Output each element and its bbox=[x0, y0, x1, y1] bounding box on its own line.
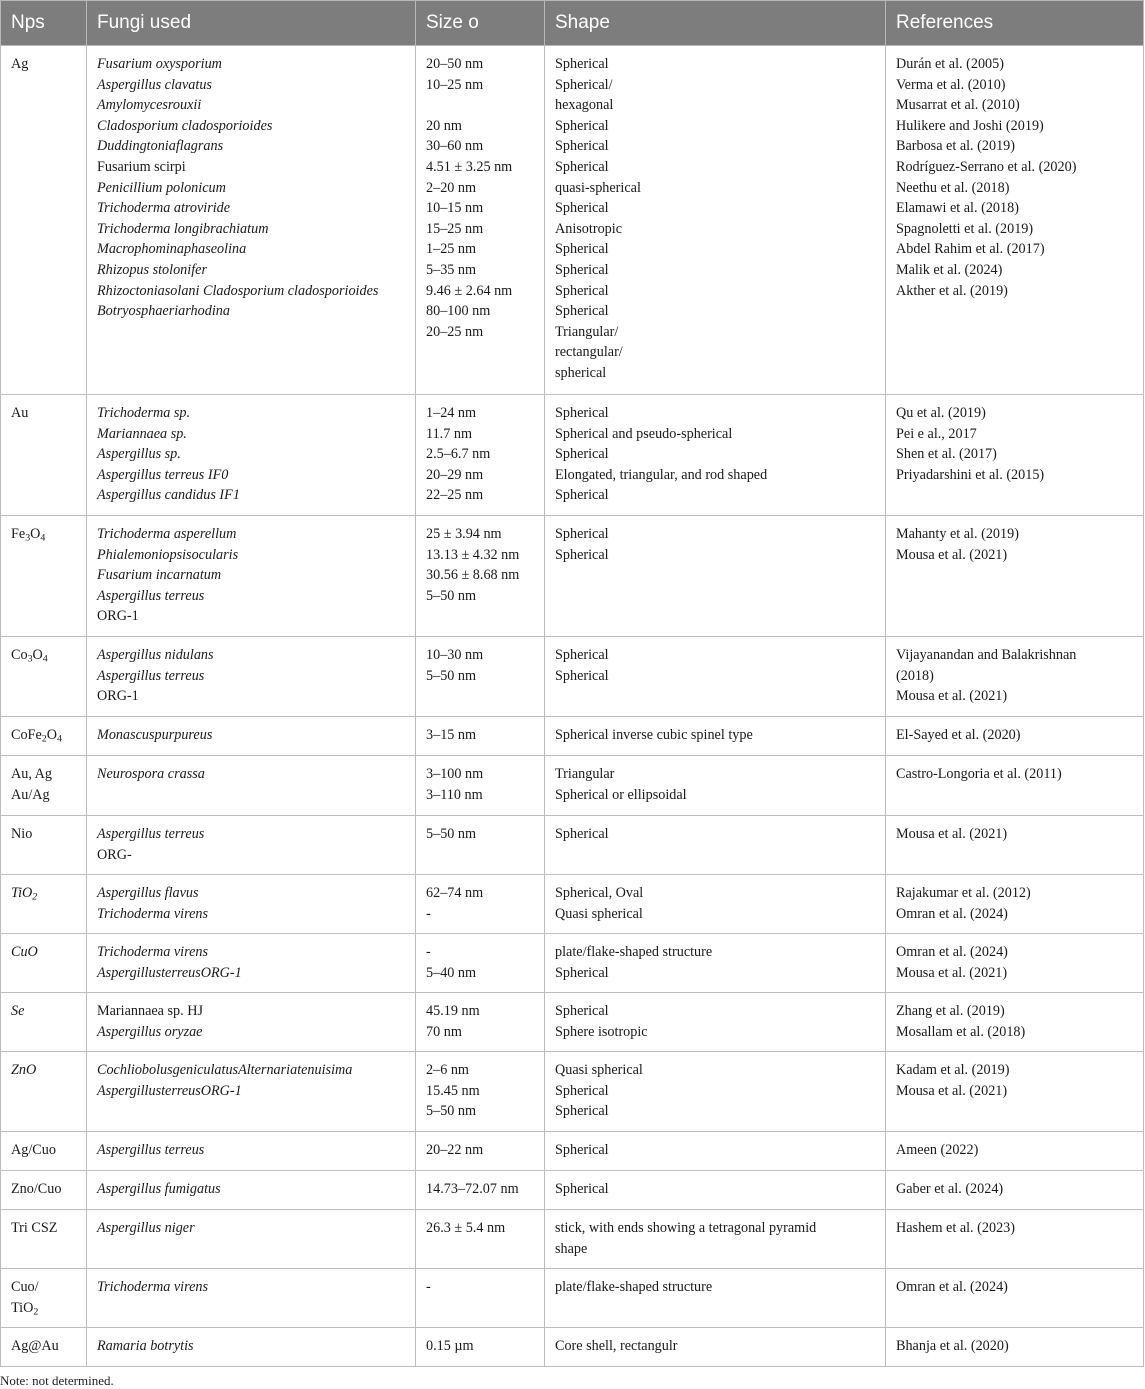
cell-references bbox=[886, 756, 1144, 816]
cell-references bbox=[886, 46, 1144, 395]
cell-references bbox=[886, 516, 1144, 637]
shape-line: Spherical bbox=[555, 117, 609, 134]
size-line: 15.45 nm bbox=[426, 1082, 480, 1099]
fungus-line: Ramaria botrytis bbox=[97, 1338, 194, 1354]
fungus-line: Aspergillus candidus IF1 bbox=[97, 487, 240, 504]
nps-line: Au/Ag bbox=[11, 786, 50, 803]
reference-line: Omran et al. (2024) bbox=[896, 905, 1008, 922]
cell-shape bbox=[545, 395, 886, 516]
nps-line: $Fe_3O_4$ bbox=[11, 526, 46, 544]
cell-size bbox=[416, 46, 545, 395]
reference-line: (2018) bbox=[896, 667, 934, 684]
fungus-line: Aspergillus terreus IF0 bbox=[97, 466, 229, 483]
cell-nps bbox=[1, 516, 87, 637]
table-row bbox=[1, 756, 1144, 816]
cell-size bbox=[416, 637, 545, 717]
reference-line: Hashem et al. (2023) bbox=[896, 1220, 1015, 1236]
size-line: 10–15 nm bbox=[426, 200, 484, 217]
cell-nps bbox=[1, 717, 87, 756]
reference-line: Mousa et al. (2021) bbox=[896, 826, 1008, 842]
fungus-line: CochliobolusgeniculatusAlternariatenuisima bbox=[97, 1062, 353, 1078]
fungus-line: Phialemoniopsisocularis bbox=[97, 546, 239, 563]
cell-shape bbox=[545, 1132, 886, 1171]
shape-line: Spherical bbox=[555, 303, 609, 320]
cell-size bbox=[416, 395, 545, 516]
shape-line: hexagonal bbox=[555, 97, 614, 114]
size-line: 5–50 nm bbox=[426, 667, 477, 684]
shape-line: Spherical bbox=[555, 964, 609, 981]
size-line: 5–50 nm bbox=[426, 587, 477, 604]
cell-fungi bbox=[87, 637, 416, 717]
cell-nps bbox=[1, 816, 87, 875]
fungus-line: Penicillium polonicum bbox=[97, 179, 226, 196]
fungus-line: AspergillusterreusORG-1 bbox=[97, 1082, 242, 1099]
shape-line: Spherical bbox=[555, 200, 609, 217]
cell-fungi bbox=[87, 934, 416, 993]
size-line: 11.7 nm bbox=[426, 425, 472, 442]
reference-line: Mousa et al. (2021) bbox=[896, 688, 1008, 705]
size-line: 2–6 nm bbox=[426, 1062, 469, 1078]
fungus-line: Fusarium incarnatum bbox=[97, 567, 222, 584]
fungus-line: Mariannaea sp. bbox=[97, 425, 187, 442]
col-header-shape: Shape bbox=[545, 1, 886, 46]
shape-line: Triangular bbox=[555, 766, 615, 782]
table-row bbox=[1, 717, 1144, 756]
table-row bbox=[1, 934, 1144, 993]
shape-line: Spherical bbox=[555, 56, 609, 72]
cell-shape bbox=[545, 1052, 886, 1132]
cell-size bbox=[416, 875, 545, 934]
nps-line: Ag bbox=[11, 56, 29, 72]
size-line: - bbox=[426, 944, 431, 960]
reference-line: Kadam et al. (2019) bbox=[896, 1062, 1010, 1078]
nps-line: Ag/Cuo bbox=[11, 1142, 56, 1158]
nps-line: Cuo/ bbox=[11, 1279, 39, 1295]
shape-line: Anisotropic bbox=[555, 220, 622, 237]
cell-fungi bbox=[87, 1328, 416, 1367]
size-line: - bbox=[426, 905, 431, 922]
table-row bbox=[1, 516, 1144, 637]
fungus-line: Fusarium oxysporium bbox=[97, 56, 222, 72]
cell-references bbox=[886, 993, 1144, 1052]
reference-line: Bhanja et al. (2020) bbox=[896, 1338, 1009, 1354]
table-row bbox=[1, 816, 1144, 875]
cell-references bbox=[886, 816, 1144, 875]
size-line: 70 nm bbox=[426, 1023, 462, 1040]
cell-nps bbox=[1, 1269, 87, 1328]
reference-line: Mousa et al. (2021) bbox=[896, 546, 1008, 563]
cell-size bbox=[416, 516, 545, 637]
cell-shape bbox=[545, 46, 886, 395]
col-header-references: References bbox=[886, 1, 1144, 46]
size-line: 30–60 nm bbox=[426, 138, 484, 155]
size-line: 22–25 nm bbox=[426, 487, 484, 504]
fungus-line: Trichoderma longibrachiatum bbox=[97, 220, 269, 237]
table-row bbox=[1, 395, 1144, 516]
fungus-line: Monascuspurpureus bbox=[97, 727, 213, 743]
size-line: 20–22 nm bbox=[426, 1142, 484, 1158]
fungus-line: ORG- bbox=[97, 846, 132, 863]
size-line: 20–29 nm bbox=[426, 466, 484, 483]
reference-line: Abdel Rahim et al. (2017) bbox=[896, 241, 1045, 258]
reference-line: Mousa et al. (2021) bbox=[896, 964, 1008, 981]
cell-shape bbox=[545, 993, 886, 1052]
fungus-line: Aspergillus sp. bbox=[97, 446, 181, 463]
nps-line: Se bbox=[11, 1003, 25, 1019]
fungus-line: Mariannaea sp. HJ bbox=[97, 1003, 203, 1019]
shape-line: Spherical bbox=[555, 826, 609, 842]
reference-line: Shen et al. (2017) bbox=[896, 446, 997, 463]
cell-size bbox=[416, 717, 545, 756]
cell-fungi bbox=[87, 1171, 416, 1210]
shape-line: spherical bbox=[555, 364, 607, 381]
nps-line: Nio bbox=[11, 826, 33, 842]
size-line: 62–74 nm bbox=[426, 885, 484, 901]
reference-line: Mosallam et al. (2018) bbox=[896, 1023, 1026, 1040]
col-header-fungi: Fungi used bbox=[87, 1, 416, 46]
fungus-line: Aspergillus terreus bbox=[97, 667, 205, 684]
fungus-line: Trichoderma virens bbox=[97, 944, 208, 960]
size-line: 2.5–6.7 nm bbox=[426, 446, 491, 463]
fungus-line: Aspergillus terreus bbox=[97, 826, 205, 842]
shape-line: Spherical bbox=[555, 487, 609, 504]
cell-shape bbox=[545, 516, 886, 637]
size-line: 10–30 nm bbox=[426, 647, 484, 663]
cell-fungi bbox=[87, 1269, 416, 1328]
size-line: 4.51 ± 3.25 nm bbox=[426, 158, 513, 175]
size-line: 9.46 ± 2.64 nm bbox=[426, 282, 513, 299]
table-row bbox=[1, 993, 1144, 1052]
cell-shape bbox=[545, 637, 886, 717]
cell-nps bbox=[1, 1171, 87, 1210]
shape-line: Spherical/ bbox=[555, 76, 613, 93]
cell-size bbox=[416, 816, 545, 875]
shape-line: Spherical, Oval bbox=[555, 885, 644, 901]
shape-line: Spherical bbox=[555, 261, 609, 278]
cell-nps bbox=[1, 875, 87, 934]
cell-size bbox=[416, 756, 545, 816]
cell-nps bbox=[1, 46, 87, 395]
size-line: 1–25 nm bbox=[426, 241, 477, 258]
cell-shape bbox=[545, 934, 886, 993]
cell-shape bbox=[545, 1328, 886, 1367]
shape-line: Elongated, triangular, and rod shaped bbox=[555, 466, 768, 483]
cell-size bbox=[416, 934, 545, 993]
cell-size bbox=[416, 993, 545, 1052]
shape-line: Spherical bbox=[555, 647, 609, 663]
nps-line: TiO$_2$ bbox=[11, 1299, 39, 1318]
reference-line: Omran et al. (2024) bbox=[896, 944, 1008, 960]
nps-line: Au, Ag bbox=[11, 766, 52, 782]
reference-line: Vijayanandan and Balakrishnan bbox=[896, 647, 1077, 663]
shape-line: Spherical bbox=[555, 1003, 609, 1019]
cell-references bbox=[886, 1132, 1144, 1171]
table-row bbox=[1, 1269, 1144, 1328]
shape-line: Spherical or ellipsoidal bbox=[555, 786, 687, 803]
size-line: 3–100 nm bbox=[426, 766, 484, 782]
reference-line: Elamawi et al. (2018) bbox=[896, 200, 1019, 217]
cell-size bbox=[416, 1210, 545, 1269]
fungus-line: Aspergillus oryzae bbox=[97, 1023, 203, 1040]
reference-line: Pei e al., 2017 bbox=[896, 425, 977, 442]
col-header-size: Size o bbox=[416, 1, 545, 46]
cell-references bbox=[886, 717, 1144, 756]
size-line: 30.56 ± 8.68 nm bbox=[426, 567, 520, 584]
reference-line: Musarrat et al. (2010) bbox=[896, 97, 1020, 114]
size-line: 5–35 nm bbox=[426, 261, 477, 278]
fungus-line: Aspergillus flavus bbox=[97, 885, 199, 901]
cell-references bbox=[886, 1269, 1144, 1328]
nps-line: TiO$_2$ bbox=[11, 885, 38, 903]
reference-line: Verma et al. (2010) bbox=[896, 76, 1006, 93]
table-footnote: Note: not determined. bbox=[0, 1373, 114, 1388]
cell-nps bbox=[1, 1328, 87, 1367]
size-line: 3–110 nm bbox=[426, 786, 483, 803]
shape-line: Spherical bbox=[555, 1181, 609, 1197]
cell-nps bbox=[1, 1210, 87, 1269]
reference-line: Rajakumar et al. (2012) bbox=[896, 885, 1031, 901]
size-line: 10–25 nm bbox=[426, 76, 484, 93]
nps-line: Tri CSZ bbox=[11, 1220, 58, 1236]
fungus-line: ORG-1 bbox=[97, 688, 139, 705]
table-row bbox=[1, 1171, 1144, 1210]
size-line: 80–100 nm bbox=[426, 303, 491, 320]
fungus-line: Trichoderma sp. bbox=[97, 405, 191, 421]
cell-fungi bbox=[87, 993, 416, 1052]
cell-fungi bbox=[87, 1052, 416, 1132]
shape-line: Spherical and pseudo-spherical bbox=[555, 425, 733, 442]
size-line: 3–15 nm bbox=[426, 727, 477, 743]
cell-fungi bbox=[87, 516, 416, 637]
shape-line: Spherical bbox=[555, 1103, 609, 1120]
shape-line: Spherical bbox=[555, 526, 609, 542]
table-body bbox=[1, 46, 1144, 1367]
fungus-line: Cladosporium cladosporioides bbox=[97, 117, 273, 134]
shape-line: Spherical bbox=[555, 1082, 609, 1099]
cell-shape bbox=[545, 756, 886, 816]
fungus-line: Aspergillus terreus bbox=[97, 1142, 205, 1158]
reference-line: Neethu et al. (2018) bbox=[896, 179, 1010, 196]
fungus-line: Botryosphaeriarhodina bbox=[97, 303, 230, 320]
size-line: 25 ± 3.94 nm bbox=[426, 526, 502, 542]
table-row bbox=[1, 1210, 1144, 1269]
fungus-line: Macrophominaphaseolina bbox=[97, 241, 247, 258]
cell-fungi bbox=[87, 875, 416, 934]
cell-references bbox=[886, 637, 1144, 717]
size-line: - bbox=[426, 1279, 431, 1295]
size-line: 20 nm bbox=[426, 117, 462, 134]
cell-references bbox=[886, 1171, 1144, 1210]
nps-line: Zno/Cuo bbox=[11, 1181, 62, 1197]
reference-line: Rodríguez-Serrano et al. (2020) bbox=[896, 158, 1077, 175]
fungus-line: Aspergillus terreus bbox=[97, 587, 205, 604]
cell-nps bbox=[1, 1052, 87, 1132]
size-line: 0.15 µm bbox=[426, 1338, 474, 1354]
size-line: 20–50 nm bbox=[426, 56, 484, 72]
reference-line: Durán et al. (2005) bbox=[896, 56, 1004, 72]
size-line: 5–50 nm bbox=[426, 1103, 477, 1120]
fungus-line: Rhizopus stolonifer bbox=[97, 261, 207, 278]
reference-line: Zhang et al. (2019) bbox=[896, 1003, 1005, 1019]
cell-fungi bbox=[87, 1132, 416, 1171]
cell-fungi bbox=[87, 756, 416, 816]
cell-size bbox=[416, 1052, 545, 1132]
cell-nps bbox=[1, 756, 87, 816]
cell-references bbox=[886, 1052, 1144, 1132]
fungus-line: Trichoderma atroviride bbox=[97, 200, 231, 217]
fungus-line: Rhizoctoniasolani Cladosporium cladosporioides bbox=[97, 282, 379, 299]
size-line: 45.19 nm bbox=[426, 1003, 480, 1019]
shape-line: plate/flake-shaped structure bbox=[555, 944, 713, 960]
table-row bbox=[1, 875, 1144, 934]
shape-line: Spherical bbox=[555, 546, 609, 563]
nps-line: CuO bbox=[11, 944, 38, 960]
shape-line: Spherical bbox=[555, 446, 609, 463]
nps-line: $Co_3O_4$ bbox=[11, 647, 48, 665]
shape-line: Spherical bbox=[555, 282, 609, 299]
size-line: 15–25 nm bbox=[426, 220, 484, 237]
cell-shape bbox=[545, 1269, 886, 1328]
cell-nps bbox=[1, 637, 87, 717]
nps-line: ZnO bbox=[11, 1062, 37, 1078]
cell-references bbox=[886, 1328, 1144, 1367]
fungus-line: Duddingtoniaflagrans bbox=[97, 138, 224, 155]
cell-fungi bbox=[87, 816, 416, 875]
shape-line: Spherical bbox=[555, 405, 609, 421]
shape-line: Spherical bbox=[555, 138, 609, 155]
cell-shape bbox=[545, 816, 886, 875]
shape-line: Core shell, rectangulr bbox=[555, 1338, 678, 1354]
fungus-line: Amylomycesrouxii bbox=[97, 97, 202, 114]
cell-shape bbox=[545, 875, 886, 934]
shape-line: Spherical bbox=[555, 241, 609, 258]
shape-line: Sphere isotropic bbox=[555, 1023, 648, 1040]
cell-size bbox=[416, 1328, 545, 1367]
table-row bbox=[1, 1132, 1144, 1171]
fungus-line: Fusarium scirpi bbox=[97, 158, 186, 175]
reference-line: Gaber et al. (2024) bbox=[896, 1181, 1004, 1197]
reference-line: Akther et al. (2019) bbox=[896, 282, 1008, 299]
cell-references bbox=[886, 875, 1144, 934]
fungus-line: Trichoderma virens bbox=[97, 1279, 208, 1295]
cell-nps bbox=[1, 1132, 87, 1171]
fungus-line: Aspergillus clavatus bbox=[97, 76, 212, 93]
reference-line: Malik et al. (2024) bbox=[896, 261, 1003, 278]
size-line: 26.3 ± 5.4 nm bbox=[426, 1220, 506, 1236]
size-line: 1–24 nm bbox=[426, 405, 477, 421]
table-row bbox=[1, 1328, 1144, 1367]
size-line: 13.13 ± 4.32 nm bbox=[426, 546, 520, 563]
shape-line: Spherical bbox=[555, 158, 609, 175]
cell-size bbox=[416, 1269, 545, 1328]
reference-line: Castro-Longoria et al. (2011) bbox=[896, 766, 1062, 782]
cell-fungi bbox=[87, 46, 416, 395]
size-line: 5–50 nm bbox=[426, 826, 477, 842]
fungus-line: Aspergillus fumigatus bbox=[97, 1181, 221, 1197]
fungus-line: Aspergillus niger bbox=[97, 1220, 195, 1236]
size-line bbox=[426, 95, 538, 116]
reference-line: Omran et al. (2024) bbox=[896, 1279, 1008, 1295]
cell-nps bbox=[1, 993, 87, 1052]
fungus-line: Trichoderma virens bbox=[97, 905, 208, 922]
reference-line: El-Sayed et al. (2020) bbox=[896, 727, 1021, 743]
cell-fungi bbox=[87, 1210, 416, 1269]
cell-references bbox=[886, 1210, 1144, 1269]
cell-nps bbox=[1, 395, 87, 516]
col-header-nps: Nps bbox=[1, 1, 87, 46]
cell-fungi bbox=[87, 395, 416, 516]
cell-references bbox=[886, 934, 1144, 993]
size-line: 14.73–72.07 nm bbox=[426, 1181, 519, 1197]
shape-line: Spherical inverse cubic spinel type bbox=[555, 727, 753, 743]
reference-line: Barbosa et al. (2019) bbox=[896, 138, 1015, 155]
size-line: 20–25 nm bbox=[426, 323, 484, 340]
reference-line: Mousa et al. (2021) bbox=[896, 1082, 1008, 1099]
shape-line: rectangular/ bbox=[555, 344, 623, 361]
shape-line: Quasi spherical bbox=[555, 905, 643, 922]
shape-line: Triangular/ bbox=[555, 323, 619, 340]
cell-shape bbox=[545, 717, 886, 756]
shape-line: plate/flake-shaped structure bbox=[555, 1279, 713, 1295]
reference-line: Mahanty et al. (2019) bbox=[896, 526, 1019, 542]
nps-line: Ag@Au bbox=[11, 1338, 59, 1354]
table-row bbox=[1, 637, 1144, 717]
fungus-line: Aspergillus nidulans bbox=[97, 647, 214, 663]
reference-line: Priyadarshini et al. (2015) bbox=[896, 466, 1045, 483]
shape-line: Spherical bbox=[555, 667, 609, 684]
shape-line: quasi-spherical bbox=[555, 179, 641, 196]
cell-fungi bbox=[87, 717, 416, 756]
reference-line: Qu et al. (2019) bbox=[896, 405, 986, 421]
size-line: 5–40 nm bbox=[426, 964, 477, 981]
shape-line: Spherical bbox=[555, 1142, 609, 1158]
shape-line: stick, with ends showing a tetragonal pyramid bbox=[555, 1220, 817, 1236]
table-row bbox=[1, 1052, 1144, 1132]
nps-line: $CoFe_2O_4$ bbox=[11, 727, 62, 745]
reference-line: Hulikere and Joshi (2019) bbox=[896, 117, 1044, 134]
cell-nps bbox=[1, 934, 87, 993]
cell-size bbox=[416, 1171, 545, 1210]
fungus-line: Neurospora crassa bbox=[97, 766, 205, 782]
cell-size bbox=[416, 1132, 545, 1171]
table-header-row bbox=[1, 1, 1144, 46]
nps-line: Au bbox=[11, 405, 29, 421]
table-row bbox=[1, 46, 1144, 395]
fungus-line: ORG-1 bbox=[97, 608, 139, 625]
shape-line: shape bbox=[555, 1240, 588, 1257]
size-line: 2–20 nm bbox=[426, 179, 477, 196]
fungus-line: AspergillusterreusORG-1 bbox=[97, 964, 242, 981]
cell-references bbox=[886, 395, 1144, 516]
reference-line: Ameen (2022) bbox=[896, 1142, 979, 1158]
cell-shape bbox=[545, 1171, 886, 1210]
shape-line: Quasi spherical bbox=[555, 1062, 643, 1078]
fungus-line: Trichoderma asperellum bbox=[97, 526, 237, 542]
reference-line: Spagnoletti et al. (2019) bbox=[896, 220, 1034, 237]
cell-shape bbox=[545, 1210, 886, 1269]
